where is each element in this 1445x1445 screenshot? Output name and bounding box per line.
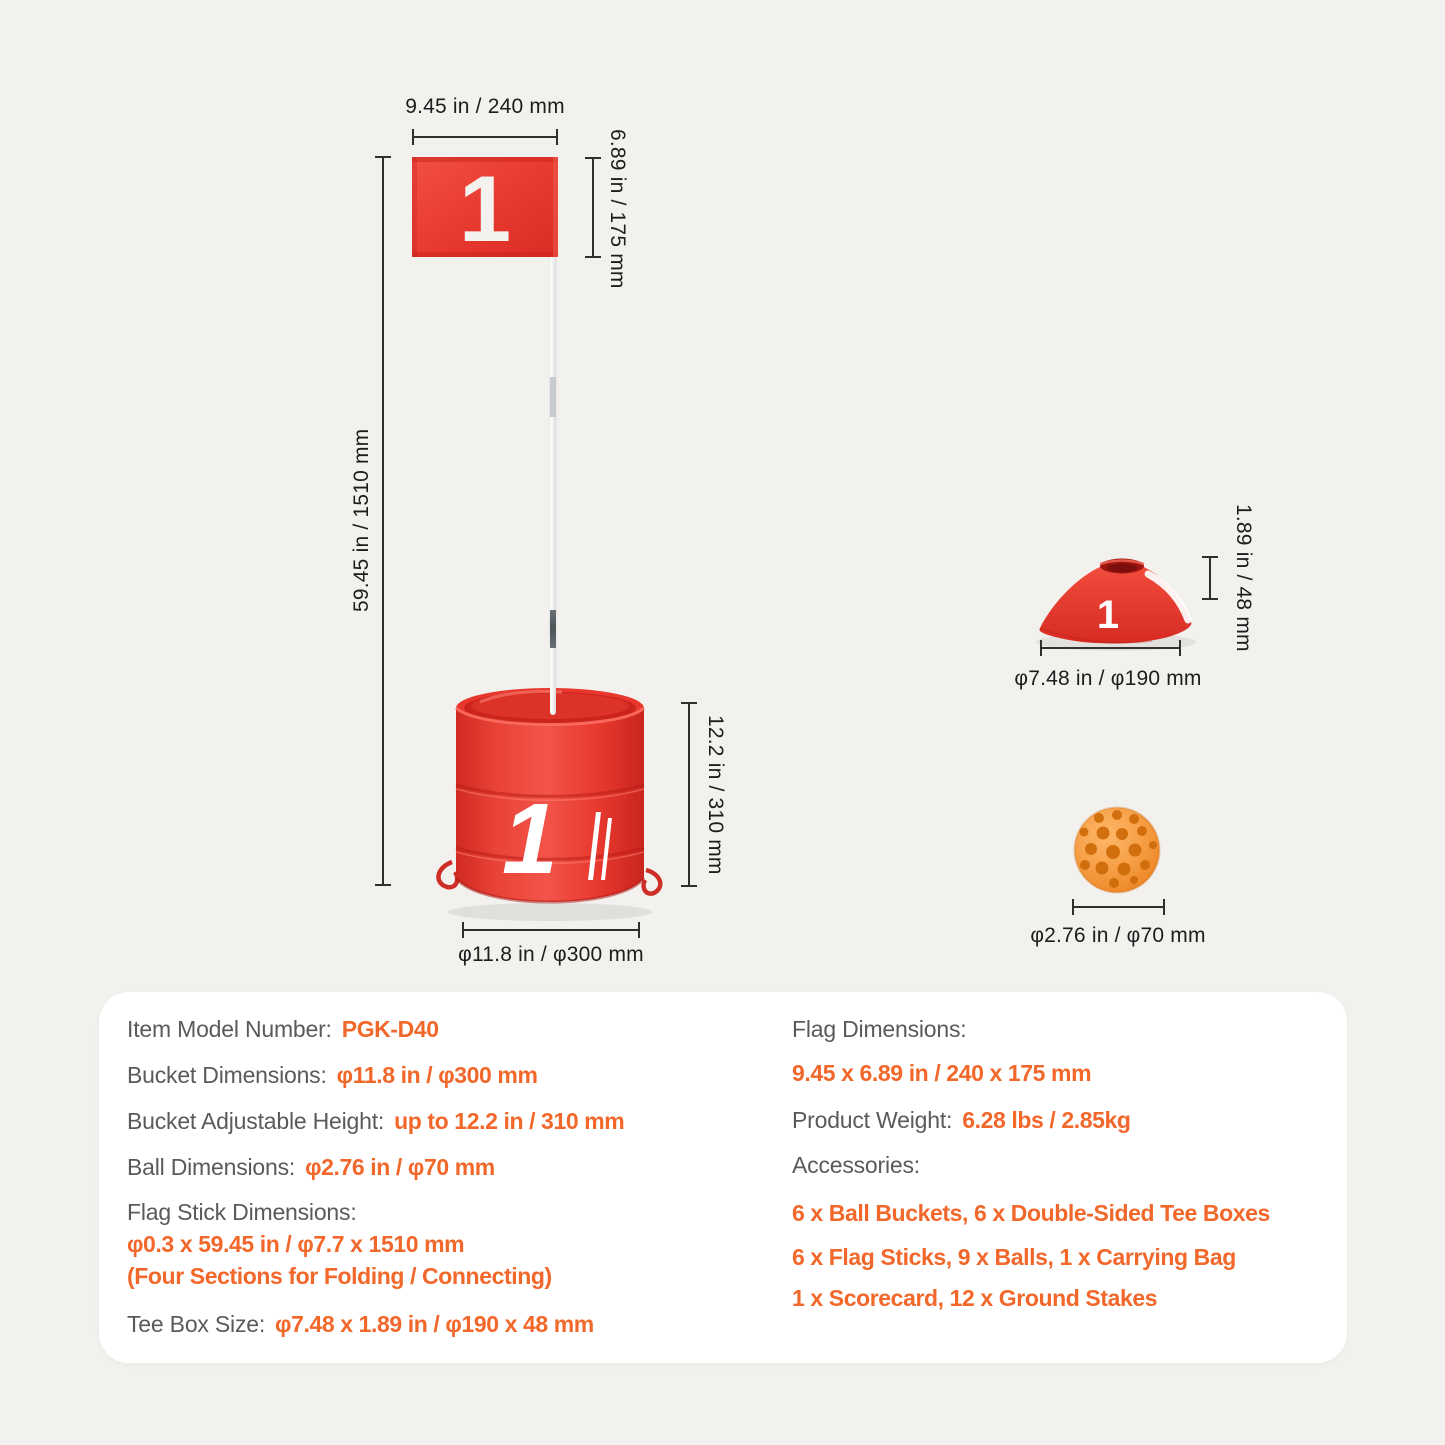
bucket-loop-left (438, 862, 457, 887)
tee-box-cone (1030, 548, 1200, 656)
spec-value: 9.45 x 6.89 in / 240 x 175 mm (792, 1060, 1092, 1086)
ball-bucket (450, 680, 650, 930)
spec-value: 1 x Scorecard, 12 x Ground Stakes (792, 1285, 1158, 1311)
spec-value: 6.28 lbs / 2.85kg (962, 1107, 1131, 1133)
spec-value: up to 12.2 in / 310 mm (394, 1108, 625, 1134)
spec-row-accessories-line3 (792, 1283, 1157, 1313)
spec-label: Product Weight: (792, 1107, 953, 1133)
spec-row-accessories-line1 (792, 1198, 1270, 1228)
flag (412, 156, 558, 261)
bucket-height-dim-label: 12.2 in / 310 mm (704, 715, 727, 875)
flag-width-dim-label: 9.45 in / 240 mm (405, 95, 565, 118)
spec-row-bucket-dimensions (127, 1060, 538, 1090)
spec-label: Item Model Number: (127, 1016, 332, 1042)
pole-joint (550, 610, 556, 648)
bucket-number: 1 (502, 783, 558, 895)
spec-row-accessories-line2 (792, 1242, 1236, 1272)
pole-joint (550, 377, 556, 417)
spec-value: PGK-D40 (341, 1016, 439, 1042)
dim-line-flag-height (592, 157, 594, 258)
flag-height-dim-label: 6.89 in / 175 mm (606, 129, 629, 289)
spec-label: Flag Dimensions: (792, 1016, 967, 1042)
teebox-diameter-dim-label: φ7.48 in / φ190 mm (1014, 667, 1202, 690)
dim-line-flag-width (412, 136, 558, 138)
teebox-number: 1 (1096, 593, 1120, 637)
spec-label: Tee Box Size: (127, 1311, 266, 1337)
spec-row-flagstick-dimensions (127, 1197, 357, 1227)
spec-label: Flag Stick Dimensions: (127, 1199, 357, 1225)
spec-value: φ7.48 x 1.89 in / φ190 x 48 mm (275, 1311, 594, 1337)
flag-number: 1 (458, 156, 512, 261)
bucket-loop-right (644, 870, 661, 894)
spec-row-ball-dimensions (127, 1152, 495, 1182)
spec-label: Bucket Dimensions: (127, 1062, 327, 1088)
dim-line-stick-length (382, 156, 384, 886)
spec-row-flagstick-value (127, 1229, 464, 1259)
spec-label: Ball Dimensions: (127, 1154, 296, 1180)
practice-ball (1072, 805, 1162, 895)
spec-value: 6 x Ball Buckets, 6 x Double-Sided Tee Boxes (792, 1200, 1270, 1226)
flag-pole (550, 255, 556, 715)
dim-line-ball-diameter (1072, 906, 1165, 908)
spec-label: Bucket Adjustable Height: (127, 1108, 385, 1134)
spec-row-accessories (792, 1150, 920, 1180)
spec-value: φ2.76 in / φ70 mm (305, 1154, 495, 1180)
spec-row-teebox-size (127, 1309, 594, 1339)
ball-diameter-dim-label: φ2.76 in / φ70 mm (1030, 924, 1206, 947)
spec-value: 6 x Flag Sticks, 9 x Balls, 1 x Carrying Bag (792, 1244, 1236, 1270)
teebox-height-dim-label: 1.89 in / 48 mm (1232, 504, 1255, 652)
spec-value: (Four Sections for Folding / Connecting) (127, 1263, 552, 1289)
dim-line-bucket-height (688, 702, 690, 887)
spec-row-flag-dimensions-value (792, 1058, 1091, 1088)
spec-row-product-weight (792, 1105, 1131, 1135)
bucket-diameter-dim-label: φ11.8 in / φ300 mm (458, 943, 644, 966)
spec-label: Accessories: (792, 1152, 920, 1178)
stick-length-dim-label: 59.45 in / 1510 mm (350, 428, 373, 612)
dim-line-teebox-height (1209, 556, 1211, 600)
spec-row-model-number (127, 1014, 439, 1044)
spec-row-flag-dimensions (792, 1014, 966, 1044)
spec-value: φ0.3 x 59.45 in / φ7.7 x 1510 mm (127, 1231, 465, 1257)
spec-value: φ11.8 in / φ300 mm (336, 1062, 538, 1088)
spec-row-flagstick-note (127, 1261, 552, 1291)
spec-row-bucket-height (127, 1106, 624, 1136)
